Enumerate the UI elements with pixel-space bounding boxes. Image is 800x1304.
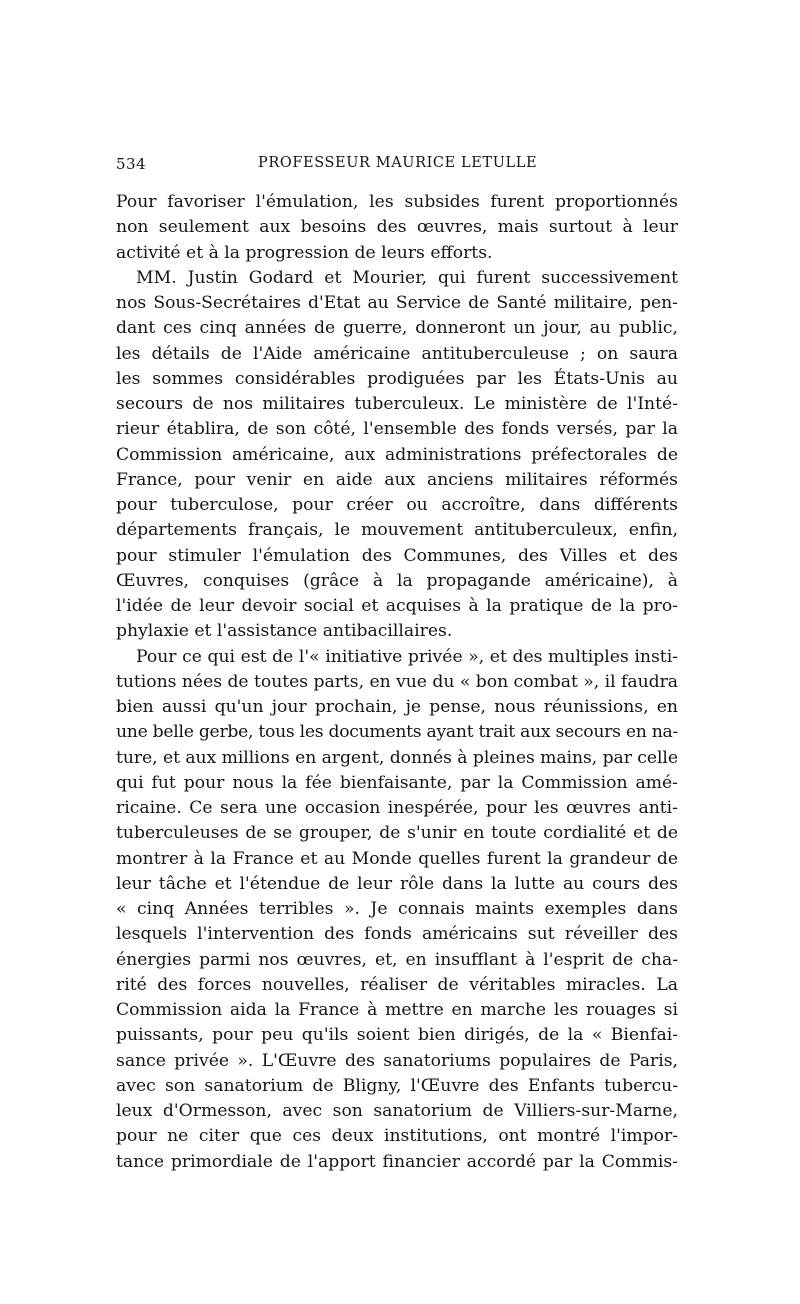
- text-line: énergies parmi nos œuvres, et, en insufflant à l'esprit de cha-: [116, 949, 678, 970]
- text-line: pour tuberculose, pour créer ou accroître, dans différents: [116, 495, 678, 515]
- text-line: MM. Justin Godard et Mourier, qui furent successivement: [136, 267, 678, 288]
- body-text: [116, 190, 678, 1175]
- text-line: Œuvres, conquises (grâce à la propagande américaine), à: [116, 570, 678, 591]
- text-line: rieur établira, de son côté, l'ensemble des fonds versés, par la: [116, 419, 678, 440]
- text-line: Commission aida la France à mettre en marche les rouages si: [116, 1000, 678, 1020]
- text-line: départements français, le mouvement antituberculeux, enfin,: [116, 520, 678, 541]
- text-line: sance privée ». L'Œuvre des sanatoriums populaires de Paris,: [116, 1050, 678, 1071]
- text-line: avec son sanatorium de Bligny, l'Œuvre des Enfants tubercu-: [116, 1075, 678, 1096]
- text-line: tuberculeuses de se grouper, de s'unir en toute cordialité et de: [116, 823, 678, 844]
- text-line: pour ne citer que ces deux institutions, ont montré l'impor-: [116, 1126, 678, 1147]
- text-line: « cinq Années terribles ». Je connais maints exemples dans: [116, 899, 678, 919]
- text-line: ture, et aux millions en argent, donnés à pleines mains, par celle: [116, 747, 678, 768]
- text-line: Pour ce qui est de l'« initiative privée », et des multiples insti-: [136, 646, 678, 667]
- text-line: lesquels l'intervention des fonds américains sut réveiller des: [116, 924, 678, 945]
- text-line: puissants, pour peu qu'ils soient bien dirigés, de la « Bienfai-: [116, 1025, 678, 1046]
- text-line: leur tâche et l'étendue de leur rôle dans la lutte au cours des: [116, 873, 678, 894]
- text-line: dant ces cinq années de guerre, donneront un jour, au public,: [116, 318, 678, 339]
- text-line: une belle gerbe, tous les documents ayant trait aux secours en na-: [116, 722, 678, 743]
- text-line: l'idée de leur devoir social et acquises à la pratique de la pro-: [116, 596, 678, 616]
- text-line: tutions nées de toutes parts, en vue du « bon combat », il faudra: [116, 671, 678, 692]
- text-line: nos Sous-Secrétaires d'Etat au Service de Santé militaire, pen-: [116, 293, 678, 313]
- page-number: 534: [116, 155, 147, 173]
- text-line: non seulement aux besoins des œuvres, mais surtout à leur: [116, 217, 678, 238]
- text-line: leux d'Ormesson, avec son sanatorium de Villiers-sur-Marne,: [116, 1101, 678, 1121]
- text-line: secours de nos militaires tuberculeux. Le ministère de l'Inté-: [116, 394, 678, 414]
- text-line: pour stimuler l'émulation des Communes, des Villes et des: [116, 545, 678, 566]
- text-line: Commission américaine, aux administrations préfectorales de: [116, 444, 678, 465]
- text-line: Pour favoriser l'émulation, les subsides furent proportionnés: [116, 192, 678, 212]
- text-line: bien aussi qu'un jour prochain, je pense, nous réunissions, en: [116, 697, 678, 717]
- text-line: les sommes considérables prodiguées par les États-Unis au: [116, 368, 678, 389]
- text-line: activité et à la progression de leurs efforts.: [116, 242, 493, 263]
- running-title: PROFESSEUR MAURICE LETULLE: [258, 155, 538, 171]
- text-line: montrer à la France et au Monde quelles furent la grandeur de: [116, 848, 678, 869]
- text-line: France, pour venir en aide aux anciens militaires réformés: [116, 469, 678, 490]
- text-line: rité des forces nouvelles, réaliser de véritables miracles. La: [116, 974, 678, 995]
- text-line: qui fut pour nous la fée bienfaisante, par la Commission amé-: [116, 772, 678, 793]
- text-line: phylaxie et l'assistance antibacillaires.: [116, 621, 453, 642]
- text-line: ricaine. Ce sera une occasion inespérée, pour les œuvres anti-: [116, 798, 678, 818]
- text-line: les détails de l'Aide américaine antituberculeuse ; on saura: [116, 343, 678, 364]
- page-header: [116, 155, 678, 177]
- text-line: tance primordiale de l'apport financier accordé par la Commis-: [116, 1151, 678, 1172]
